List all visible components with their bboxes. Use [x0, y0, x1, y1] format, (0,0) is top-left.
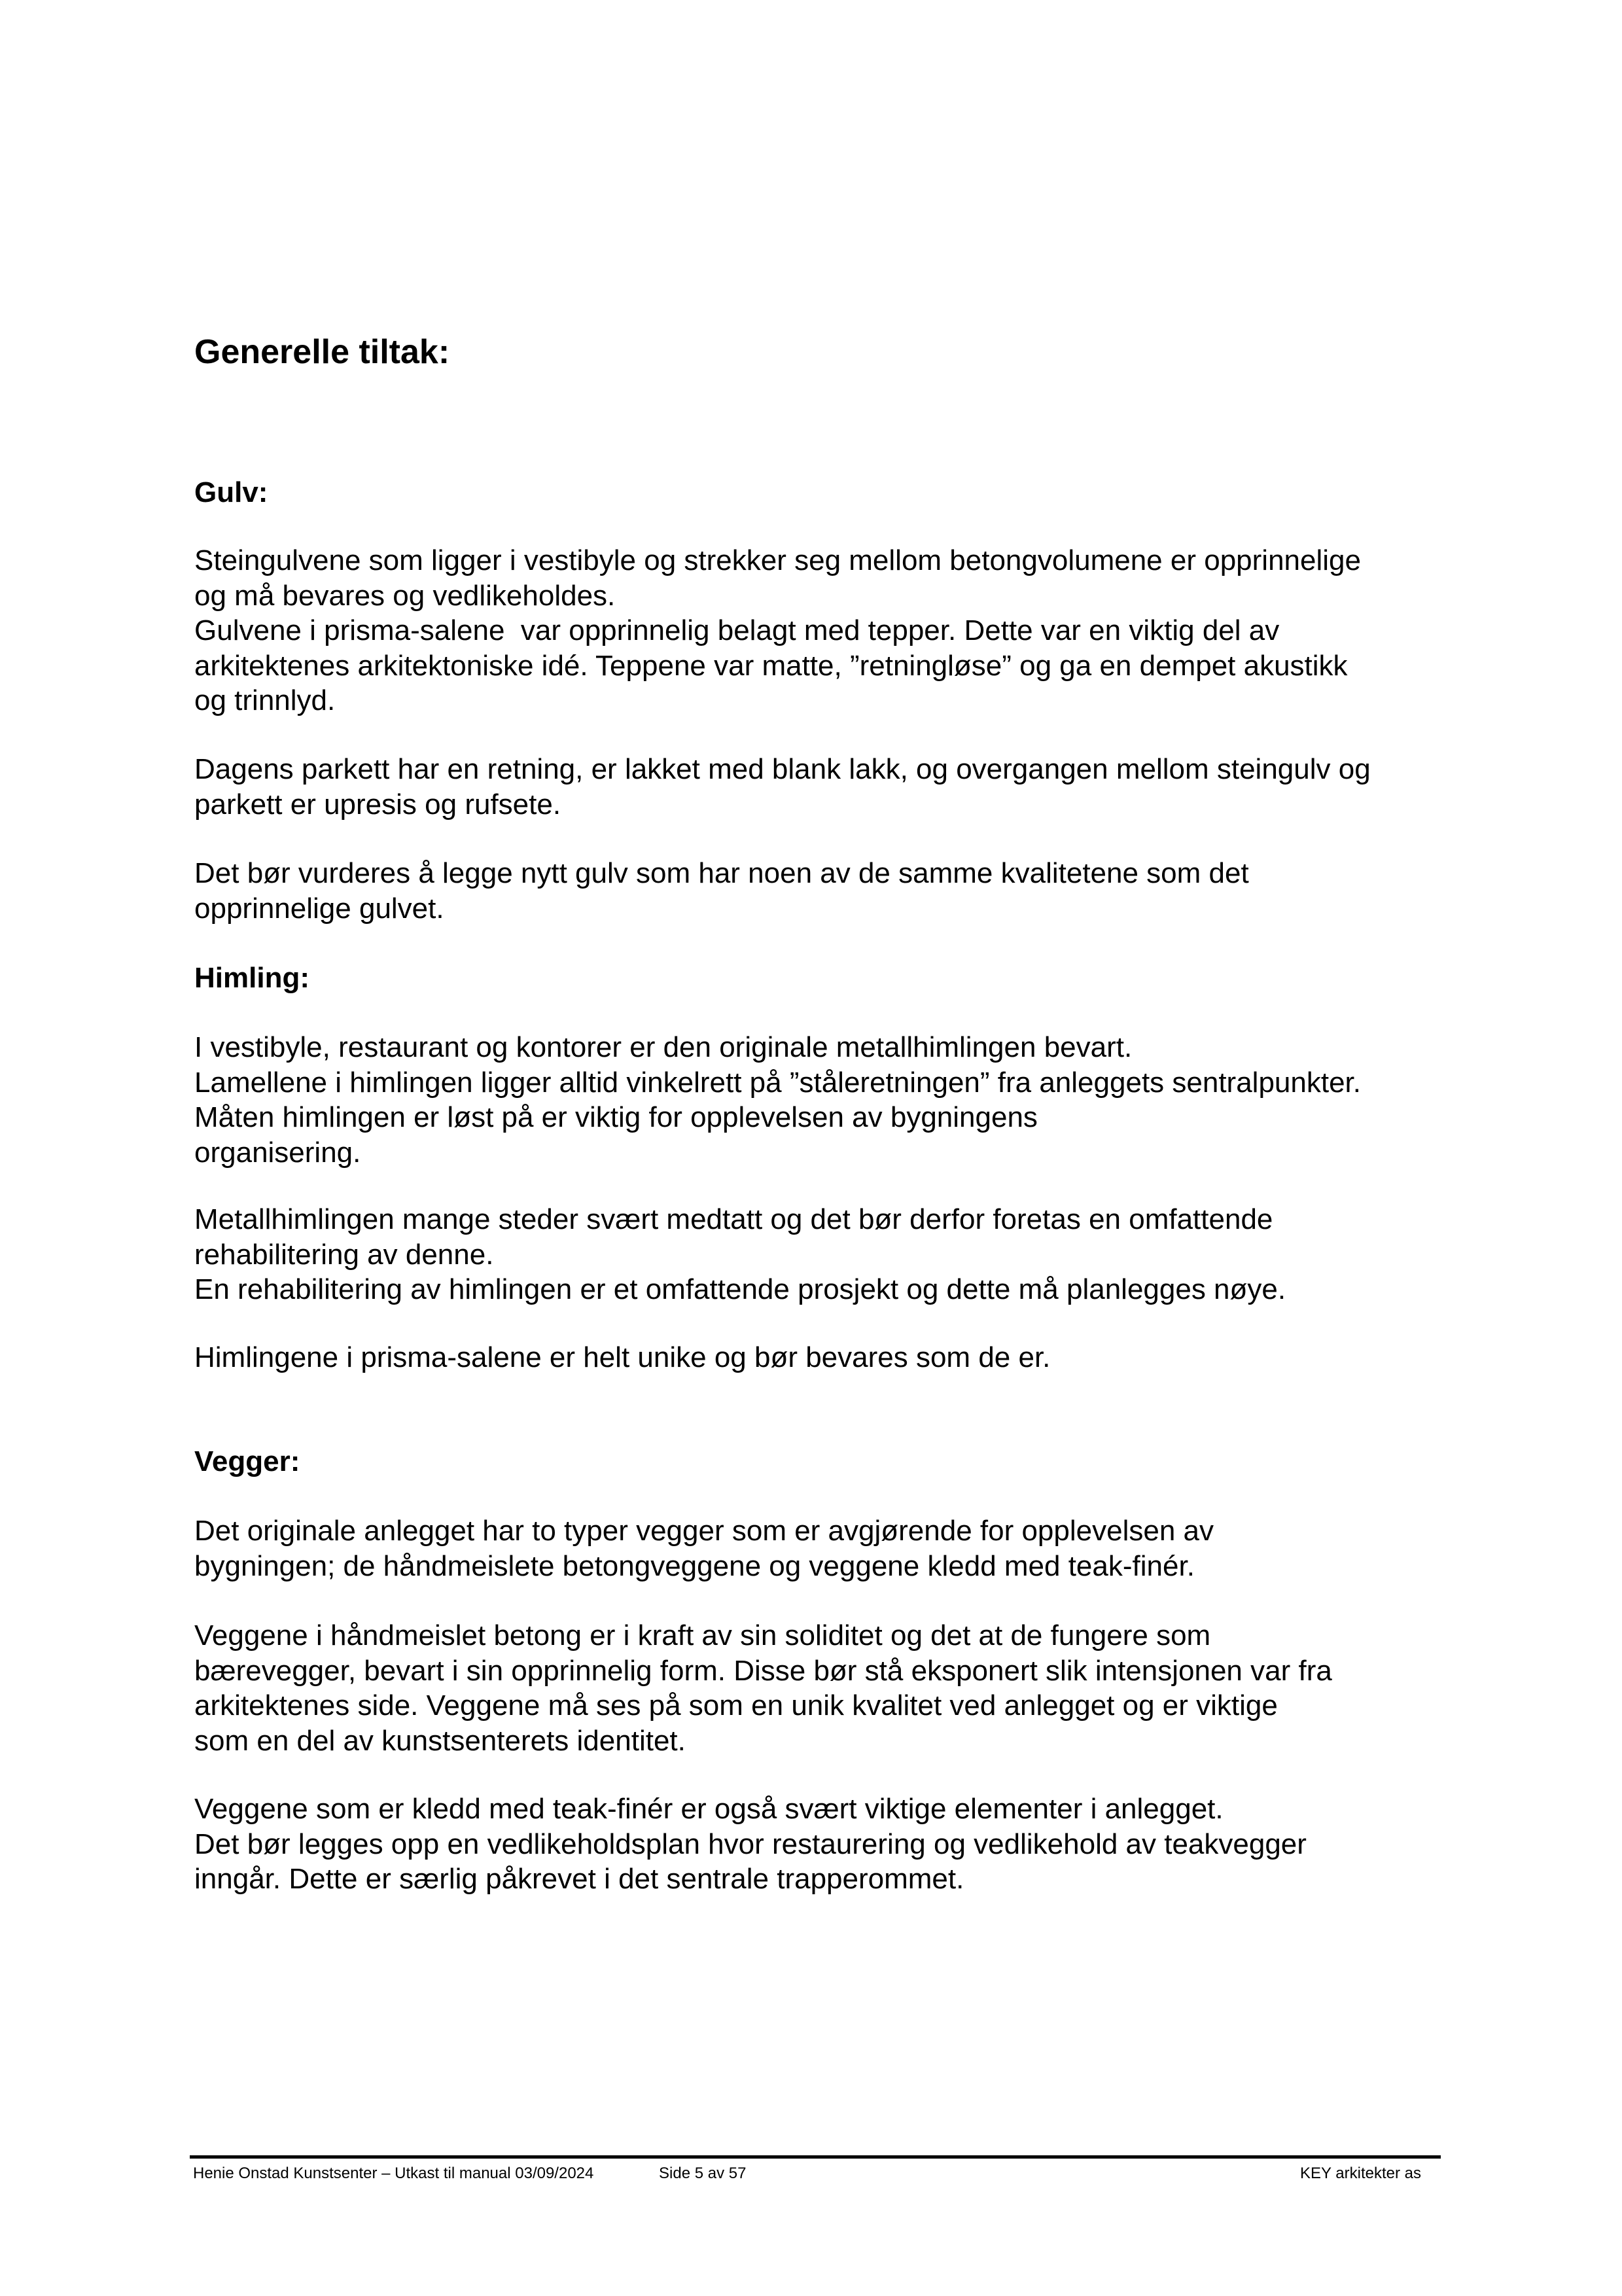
paragraph-vegger-1: [194, 1513, 1470, 1583]
section-title-vegger: Vegger:: [194, 1445, 300, 1477]
text-line: og trinnlyd.: [194, 684, 336, 716]
text-line: parkett er upresis og rufsete.: [194, 788, 561, 821]
text-line: Himlingene i prisma-salene er helt unike og bør bevares som de er.: [194, 1341, 1051, 1373]
text-line: Metallhimlingen mange steder svært medtatt og det bør derfor foretas en omfattende: [194, 1203, 1273, 1235]
text-line: organisering.: [194, 1136, 361, 1169]
paragraph-gulv-1: [194, 543, 1470, 718]
footer-company: KEY arkitekter as: [1300, 2164, 1421, 2182]
text-line: som en del av kunstsenterets identitet.: [194, 1724, 686, 1757]
page-heading: Generelle tiltak:: [194, 333, 450, 371]
text-line: Veggene som er kledd med teak-finér er også svært viktige elementer i anlegget.: [194, 1793, 1224, 1825]
text-line: Det originale anlegget har to typer vegger som er avgjørende for opplevelsen av: [194, 1515, 1214, 1547]
text-line: Gulvene i prisma-salene var opprinnelig belagt med tepper. Dette var en viktig del av: [194, 614, 1280, 646]
text-line: inngår. Dette er særlig påkrevet i det sentrale trapperommet.: [194, 1863, 964, 1895]
text-line: Måten himlingen er løst på er viktig for opplevelsen av bygningens: [194, 1101, 1038, 1133]
text-line: En rehabilitering av himlingen er et omfattende prosjekt og dette må planlegges nøye.: [194, 1273, 1286, 1305]
paragraph-vegger-2: [194, 1618, 1470, 1758]
paragraph-himling-1: [194, 1030, 1470, 1170]
footer-page-number: Side 5 av 57: [659, 2164, 747, 2182]
footer-document-title: Henie Onstad Kunstsenter – Utkast til manual 03/09/2024: [193, 2164, 594, 2182]
text-line: arkitektenes side. Veggene må ses på som en unik kvalitet ved anlegget og er viktige: [194, 1689, 1278, 1722]
text-line: Det bør legges opp en vedlikeholdsplan hvor restaurering og vedlikehold av teakvegger: [194, 1828, 1307, 1860]
section-title-himling: Himling:: [194, 962, 309, 994]
text-line: og må bevares og vedlikeholdes.: [194, 579, 616, 612]
section-title-gulv: Gulv:: [194, 476, 268, 508]
text-line: rehabilitering av denne.: [194, 1238, 494, 1271]
text-line: bærevegger, bevart i sin opprinnelig form. Disse bør stå eksponert slik intensjonen var fra: [194, 1654, 1332, 1687]
text-line: Veggene i håndmeislet betong er i kraft av sin soliditet og det at de fungere som: [194, 1619, 1211, 1651]
text-line: Dagens parkett har en retning, er lakket med blank lakk, og overgangen mellom steingulv og: [194, 753, 1371, 785]
paragraph-gulv-2: [194, 752, 1470, 822]
text-line: Steingulvene som ligger i vestibyle og strekker seg mellom betongvolumene er opprinnelige: [194, 544, 1361, 576]
paragraph-himling-2: [194, 1202, 1470, 1307]
text-line: arkitektenes arkitektoniske idé. Teppene var matte, ”retningløse” og ga en dempet akustikk: [194, 649, 1348, 682]
text-line: bygningen; de håndmeislete betongveggene og veggene kledd med teak-finér.: [194, 1549, 1195, 1582]
text-line: Det bør vurderes å legge nytt gulv som har noen av de samme kvalitetene som det: [194, 857, 1249, 889]
paragraph-vegger-3: [194, 1792, 1470, 1897]
paragraph-himling-3: [194, 1340, 1470, 1375]
paragraph-gulv-3: [194, 856, 1470, 926]
text-line: opprinnelige gulvet.: [194, 892, 444, 925]
text-line: Lamellene i himlingen ligger alltid vinkelrett på ”ståleretningen” fra anleggets sentralpunkter.: [194, 1066, 1362, 1099]
footer-divider: [190, 2155, 1441, 2159]
text-line: I vestibyle, restaurant og kontorer er den originale metallhimlingen bevart.: [194, 1031, 1133, 1063]
